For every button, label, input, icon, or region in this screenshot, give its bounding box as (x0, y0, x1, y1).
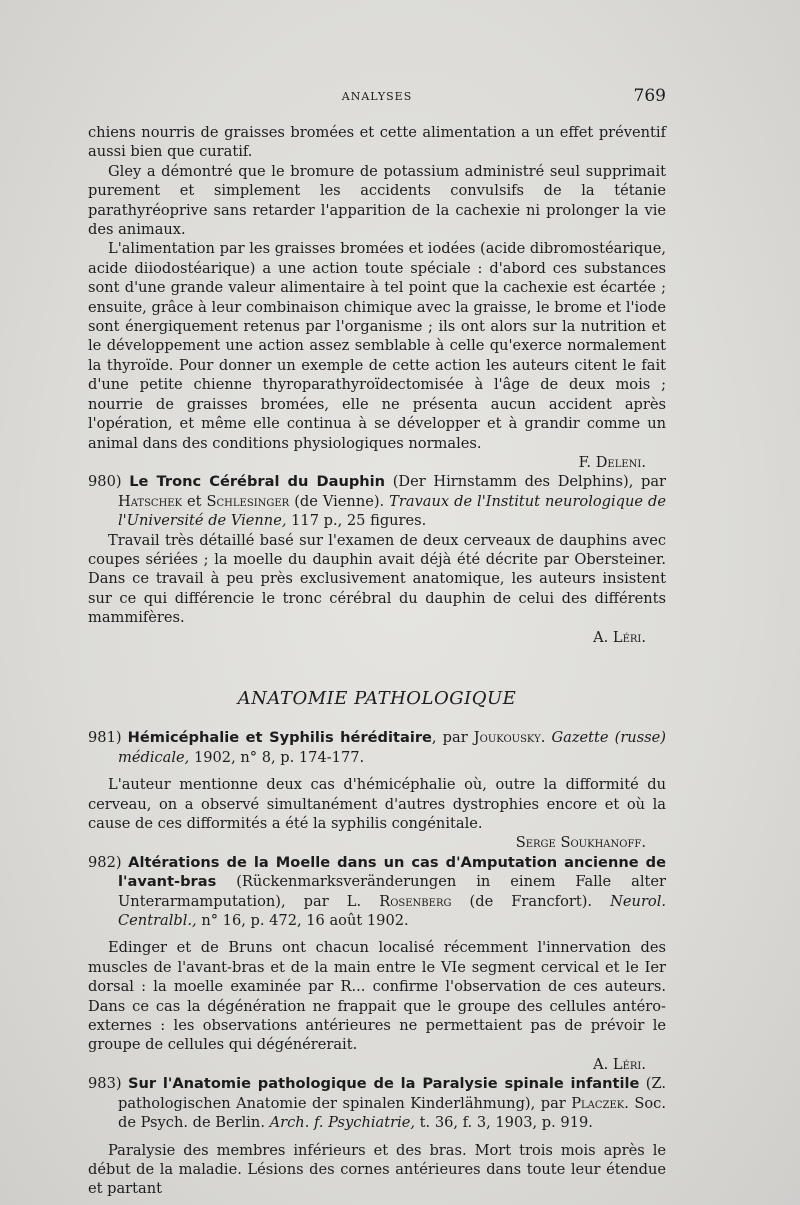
entry-981-heading: 981) Hémicéphalie et Syphilis héréditaire, par Joukousky. Gazette (russe) médicale, 1902, n° 8, p. 174-177. (88, 729, 667, 766)
paragraph: L'auteur mentionne deux cas d'hémicéphalie où, outre la difformité du cerveau, on a observé simultanément d'autres dystrophies encore et où la cause de ces difformités a été la syphilis congénitale. (88, 776, 666, 832)
running-title: ANALYSES (341, 90, 413, 103)
section-title: ANATOMIE PATHOLOGIQUE (237, 687, 517, 709)
entry-title: Le Tronc Cérébral du Dauphin (129, 473, 386, 491)
paragraph: Paralysie des membres inférieurs et des bras. Mort trois mois après le début de la maladie. Lésions des cornes antérieures dans toute leur étendue et partant (88, 1141, 666, 1198)
entry-title: Altérations de la Moelle dans un cas d'Amputation ancienne de l'avant-bras (118, 853, 667, 891)
signature: Serge Soukhanoff. (515, 834, 646, 852)
page-number: 769 (633, 86, 666, 106)
signature: A. Léri. (593, 628, 646, 646)
page-header (88, 86, 666, 112)
entry-982-heading: 982) Altérations de la Moelle dans un cas d'Amputation ancienne de l'avant-bras (Rückenmarksveränderungen in einem Falle alter Unterarmamputation), par L. Rosenberg (de Francfort). Neurol. Centralbl., n° 16, p. 472, 16 août 1902. (88, 853, 667, 930)
page-body (88, 123, 666, 1199)
entry-title: Hémicéphalie et Syphilis héréditaire (127, 729, 432, 747)
paragraph: Gley a démontré que le bromure de potassium administré seul supprimait purement et simplement les accidents convulsifs de la tétanie parathyréoprive sans retarder l'apparition de la cachexie ni prolonger la vie des animaux. (88, 162, 666, 239)
paragraph: chiens nourris de graisses bromées et cette alimentation a un effet préventif aussi bien que curatif. (88, 124, 666, 161)
entry-980-heading: 980) Le Tronc Cérébral du Dauphin (Der Hirnstamm des Delphins), par Hatschek et Schlesinger (de Vienne). Travaux de l'Institut neurologique de l'Université de Vienne, 117 p., 25 figures. (88, 473, 667, 530)
paragraph: Travail très détaillé basé sur l'examen de deux cerveaux de dauphins avec coupes sériées ; la moelle du dauphin avait déjà été décrite par Obersteiner. Dans ce travail à peu près exclusivement anatomique, les auteurs insistent sur ce qui différencie le tronc cérébral du dauphin de celui des différents mammifères. (88, 531, 666, 627)
signature: F. Deleni. (578, 453, 646, 471)
signature: A. Léri. (593, 1055, 646, 1073)
entry-title: Sur l'Anatomie pathologique de la Paralysie spinale infantile (127, 1075, 640, 1093)
paragraph: Edinger et de Bruns ont chacun localisé récemment l'innervation des muscles de l'avant-bras et de la main entre le VIe segment cervical et le Ier dorsal : la moelle examinée par R... confirme l'observation de ces auteurs. Dans ce cas la dégénération ne frappait que le groupe des cellules antéro-externes : les observations antérieures ne permettaient pas de prévoir le groupe de cellules qui dégénérerait. (88, 939, 666, 1054)
entry-983-heading: 983) Sur l'Anatomie pathologique de la Paralysie spinale infantile (Z. pathologischen Anatomie der spinalen Kinderlähmung), par Placzek. Soc. de Psych. de Berlin. Arch. f. Psychiatrie, t. 36, f. 3, 1903, p. 919. (88, 1075, 667, 1132)
paragraph: L'alimentation par les graisses bromées et iodées (acide dibromostéarique, acide diiodostéarique) a une action toute spéciale : d'abord ces substances sont d'une grande valeur alimentaire à tel point que la cachexie est écartée ; ensuite, grâce à leur combinaison chimique avec la graisse, le brome et l'iode sont énergiquement retenus par l'organisme ; ils ont alors sur la nutrition et le développement une action assez semblable à celle qu'exerce normalement la thyroïde. Pour donner un exemple de cette action les auteurs citent le fait d'une petite chienne thyroparathyroïdectomisée à l'âge de deux mois ; nourrie de graisses bromées, elle ne présenta aucun accident après l'opération, et même elle continua à se développer et à grandir comme un animal dans des conditions physiologiques normales. (88, 240, 666, 452)
